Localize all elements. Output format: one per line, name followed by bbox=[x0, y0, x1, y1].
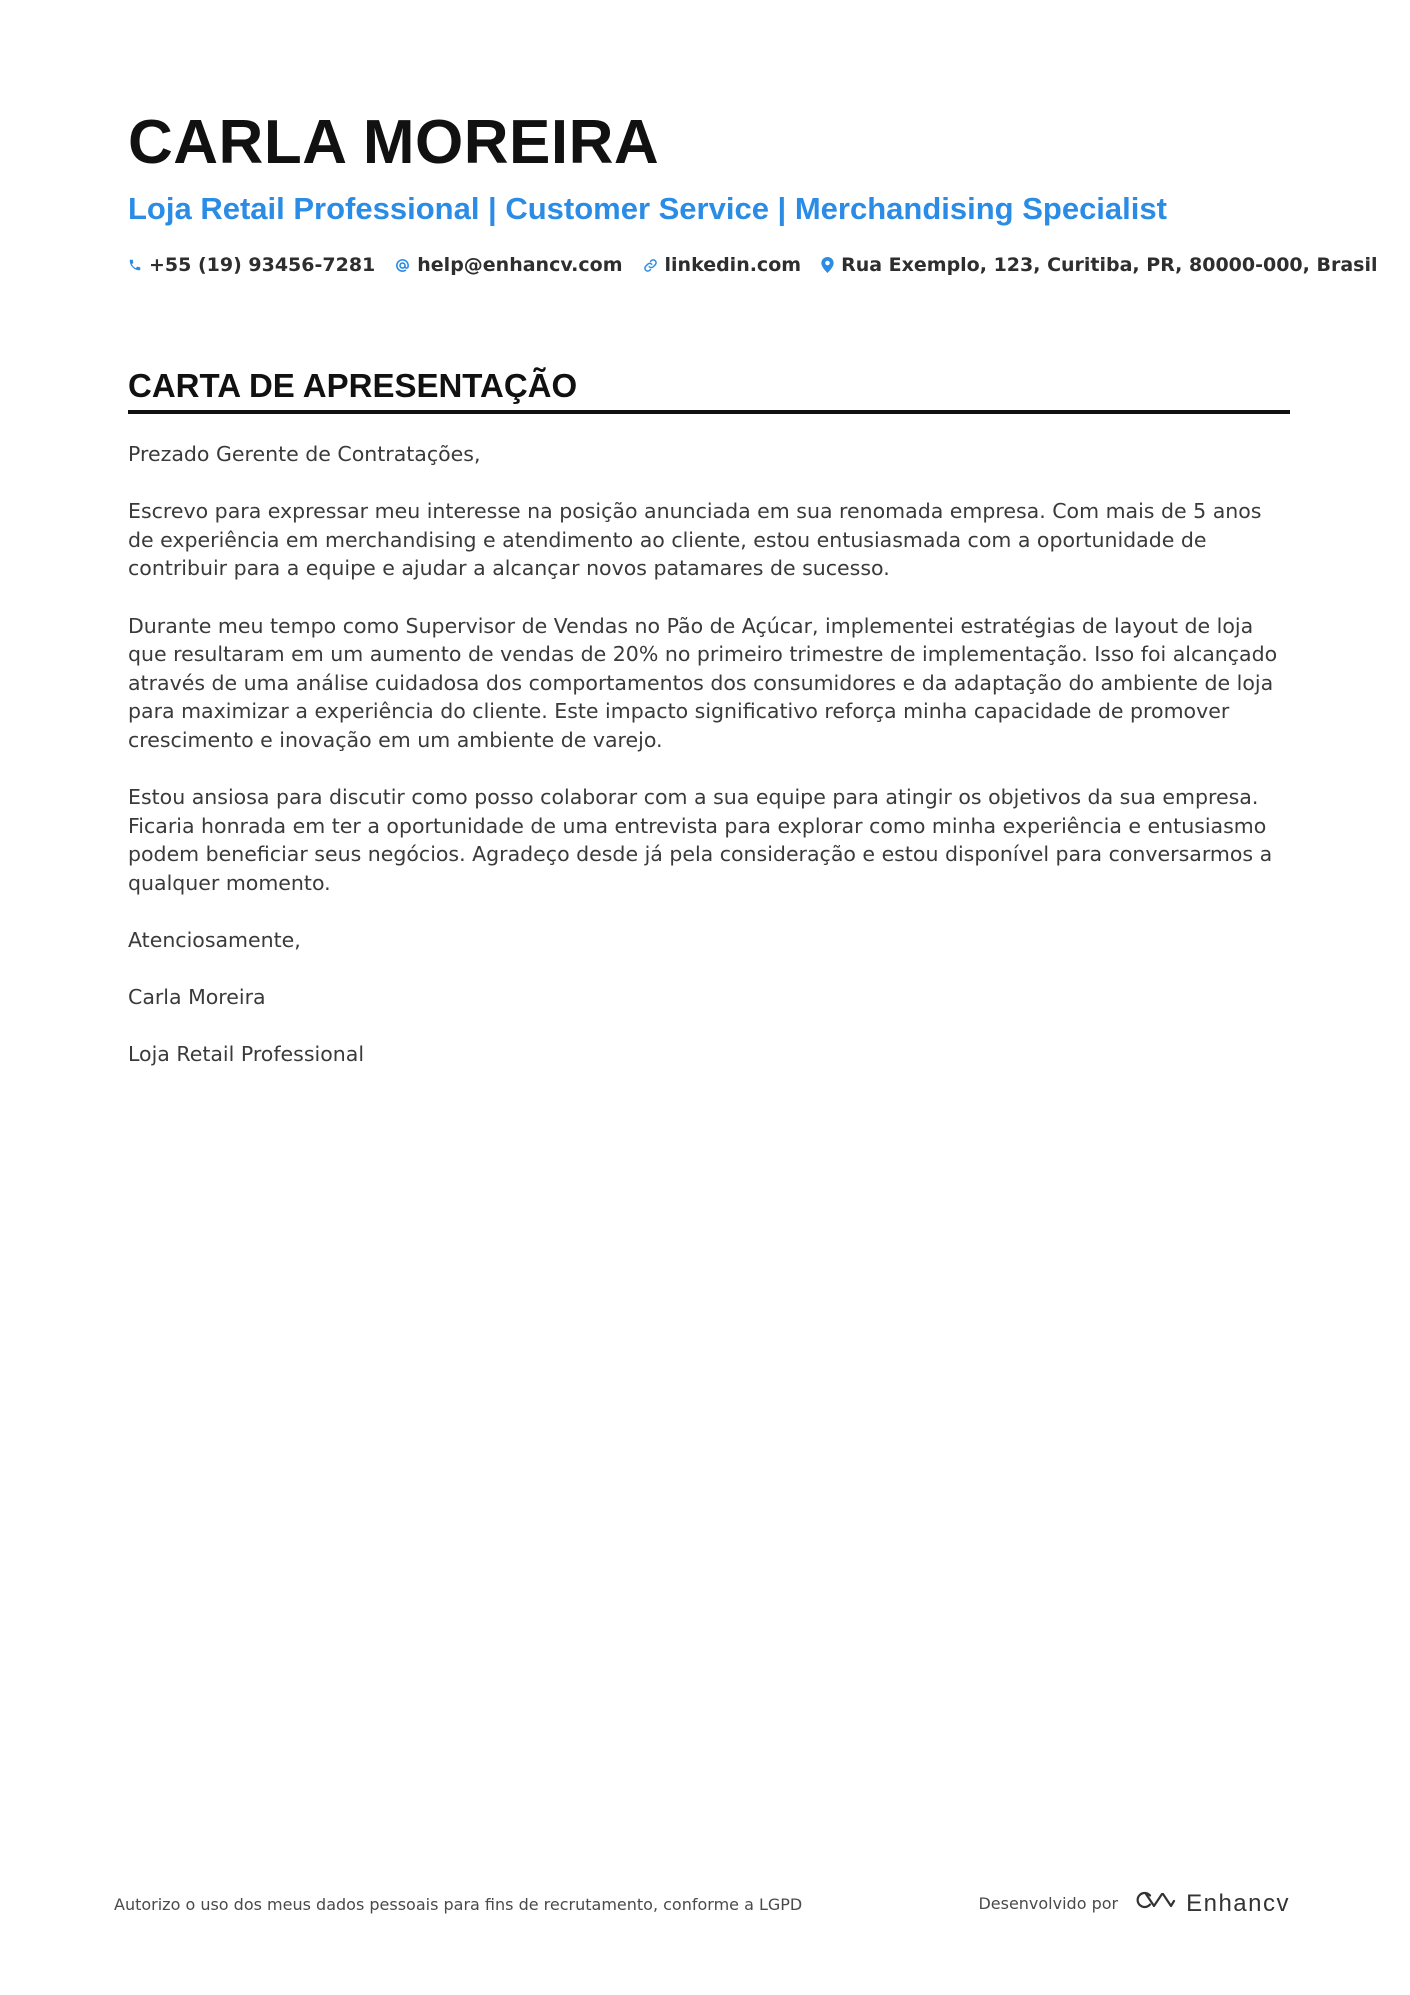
letter-closing: Atenciosamente, bbox=[128, 928, 301, 953]
location-pin-icon bbox=[821, 257, 834, 273]
section-divider bbox=[128, 410, 1290, 414]
letter-paragraph: Estou ansiosa para discutir como posso colaborar com a sua equipe para atingir os objetivos da sua empresa. Ficaria honrada em ter a oportunidade de uma entrevista para explorar como minha experiência e entusiasmo podem beneficiar seus negócios. Agradeço desde já pela consideração e estou disponível para conversarmos a qualquer momento. bbox=[128, 785, 1273, 895]
contact-address bbox=[821, 254, 1377, 276]
powered-by[interactable] bbox=[978, 1888, 1290, 1919]
contact-linkedin-text: linkedin.com bbox=[664, 254, 802, 276]
contact-bar bbox=[128, 254, 1378, 276]
phone-icon bbox=[128, 258, 142, 272]
at-icon bbox=[395, 258, 410, 273]
brand-name: Enhancv bbox=[1186, 1889, 1290, 1917]
contact-email-text: help@enhancv.com bbox=[417, 254, 623, 276]
signature-title: Loja Retail Professional bbox=[128, 1042, 365, 1067]
brand-logo[interactable] bbox=[1130, 1888, 1290, 1919]
consent-note: Autorizo o uso dos meus dados pessoais para fins de recrutamento, conforme a LGPD bbox=[114, 1895, 803, 1914]
contact-phone-text: +55 (19) 93456-7281 bbox=[149, 254, 376, 276]
enhancv-logo-icon bbox=[1130, 1888, 1176, 1919]
candidate-name: CARLA MOREIRA bbox=[128, 108, 660, 177]
contact-address-text: Rua Exemplo, 123, Curitiba, PR, 80000-000, Brasil bbox=[841, 254, 1378, 276]
section-title: CARTA DE APRESENTAÇÃO bbox=[128, 367, 578, 404]
letter-greeting: Prezado Gerente de Contratações, bbox=[128, 442, 481, 466]
signature-name: Carla Moreira bbox=[128, 985, 266, 1010]
letter-paragraph: Durante meu tempo como Supervisor de Vendas no Pão de Açúcar, implementei estratégias de layout de loja que resultaram em um aumento de vendas de 20% no primeiro trimestre de implementação. Isso foi alcançado através de uma análise cuidadosa dos comportamentos dos consumidores e da adaptação do ambiente de loja para maximizar a experiência do cliente. Este impacto significativo reforça minha capacidade de promover crescimento e inovação em um ambiente de varejo. bbox=[128, 613, 1278, 752]
contact-phone[interactable] bbox=[128, 254, 375, 276]
contact-email[interactable] bbox=[395, 254, 622, 276]
contact-linkedin[interactable] bbox=[643, 254, 802, 276]
candidate-headline: Loja Retail Professional | Customer Service | Merchandising Specialist bbox=[128, 191, 1167, 226]
letter-body bbox=[128, 440, 1290, 1098]
letter-paragraph: Escrevo para expressar meu interesse na posição anunciada em sua renomada empresa. Com mais de 5 anos de experiência em merchandising e atendimento ao cliente, estou entusiasmada com a oportunidade de contribuir para a equipe e ajudar a alcançar novos patamares de sucesso. bbox=[128, 499, 1262, 581]
link-icon bbox=[643, 258, 658, 273]
powered-by-label: Desenvolvido por bbox=[978, 1894, 1119, 1913]
